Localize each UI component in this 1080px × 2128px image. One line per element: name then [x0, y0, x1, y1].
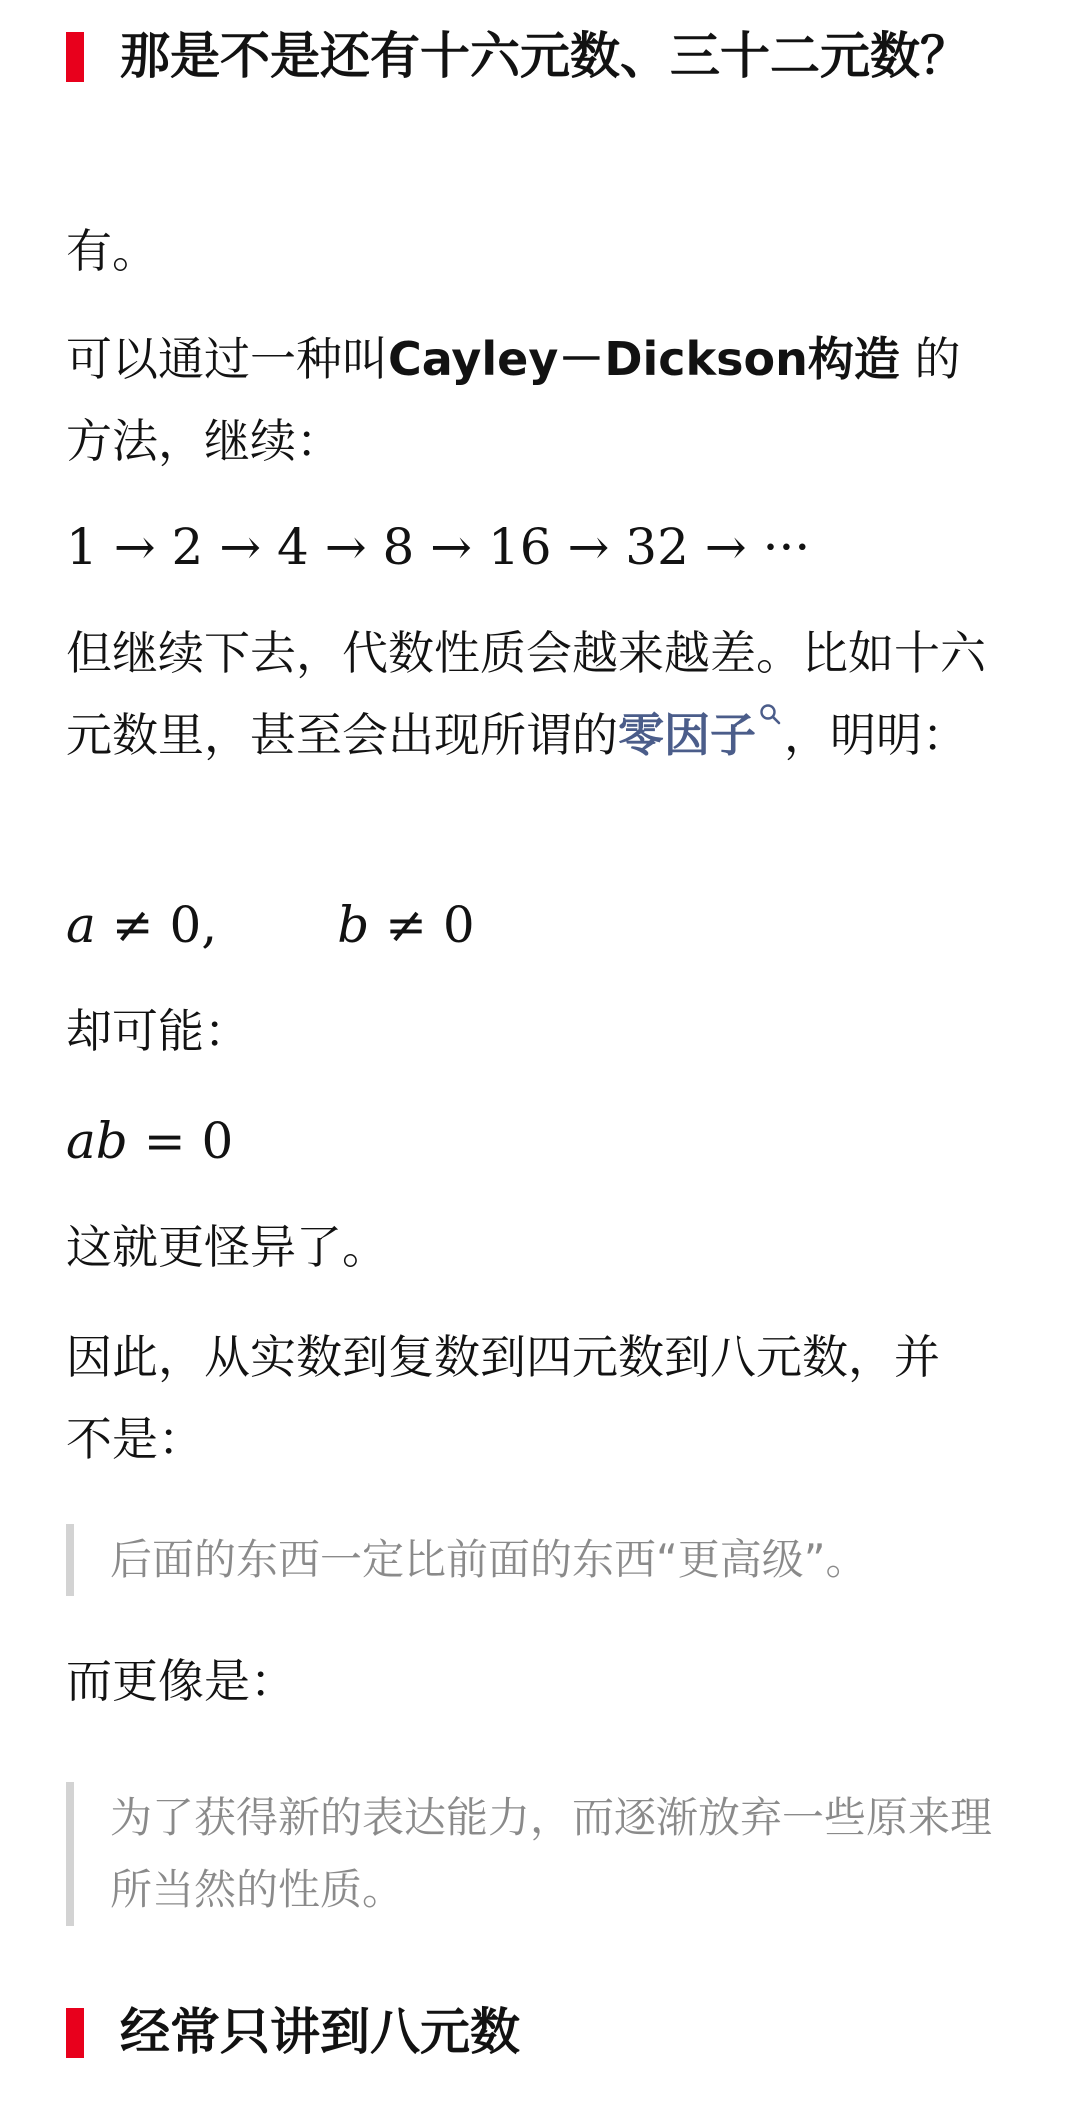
math-var-a: a — [66, 896, 96, 954]
paragraph-cayley-dickson — [66, 318, 1006, 482]
math-rel: ≠ 0, — [95, 896, 218, 954]
paragraph-text: 的方法，继续： — [66, 332, 961, 468]
heading-accent-bar — [66, 2008, 84, 2058]
section-heading-only-octonions — [66, 1990, 1040, 2074]
math-nonzero-condition — [66, 890, 475, 960]
paragraph-text: ，明明： — [784, 708, 968, 762]
paragraph-text: 可以通过一种叫 — [66, 332, 388, 386]
math-dimension-chain: 1 → 2 → 4 → 8 → 16 → 32 → ··· — [66, 518, 811, 576]
paragraph-yes: 有。 — [66, 224, 158, 278]
paragraph-rather: 而更像是： — [66, 1654, 296, 1708]
search-icon[interactable] — [756, 694, 784, 734]
paragraph-properties-worse — [66, 612, 1006, 776]
math-rel: ≠ 0 — [369, 896, 475, 954]
heading-accent-bar — [66, 32, 84, 82]
math-rel: = 0 — [127, 1112, 234, 1170]
zero-divisor-link[interactable]: 零因子 — [618, 708, 756, 762]
paragraph-weirder: 这就更怪异了。 — [66, 1220, 388, 1274]
paragraph-text: 但继续下去，代数性质会越来越差。比如十六元数里，甚至会出现所谓的 — [66, 626, 986, 762]
heading-text: 那是不是还有十六元数、三十二元数？ — [120, 27, 970, 85]
blockquote-trade-off: 为了获得新的表达能力，而逐渐放弃一些原来理所当然的性质。 — [66, 1782, 1006, 1926]
math-var-b: b — [337, 896, 370, 954]
paragraph-therefore: 因此，从实数到复数到四元数到八元数，并不是： — [66, 1330, 940, 1466]
blockquote-more-advanced: 后面的东西一定比前面的东西“更高级”。 — [66, 1524, 1006, 1596]
bold-term-cayley-dickson: Cayley－Dickson构造 — [388, 332, 900, 386]
paragraph-but-possible: 却可能： — [66, 1004, 250, 1058]
section-heading-higher-dimensional-numbers — [66, 14, 1040, 98]
math-product-zero — [66, 1106, 233, 1176]
heading-text: 经常只讲到八元数 — [120, 2003, 520, 2061]
math-var-ab: ab — [66, 1112, 128, 1170]
